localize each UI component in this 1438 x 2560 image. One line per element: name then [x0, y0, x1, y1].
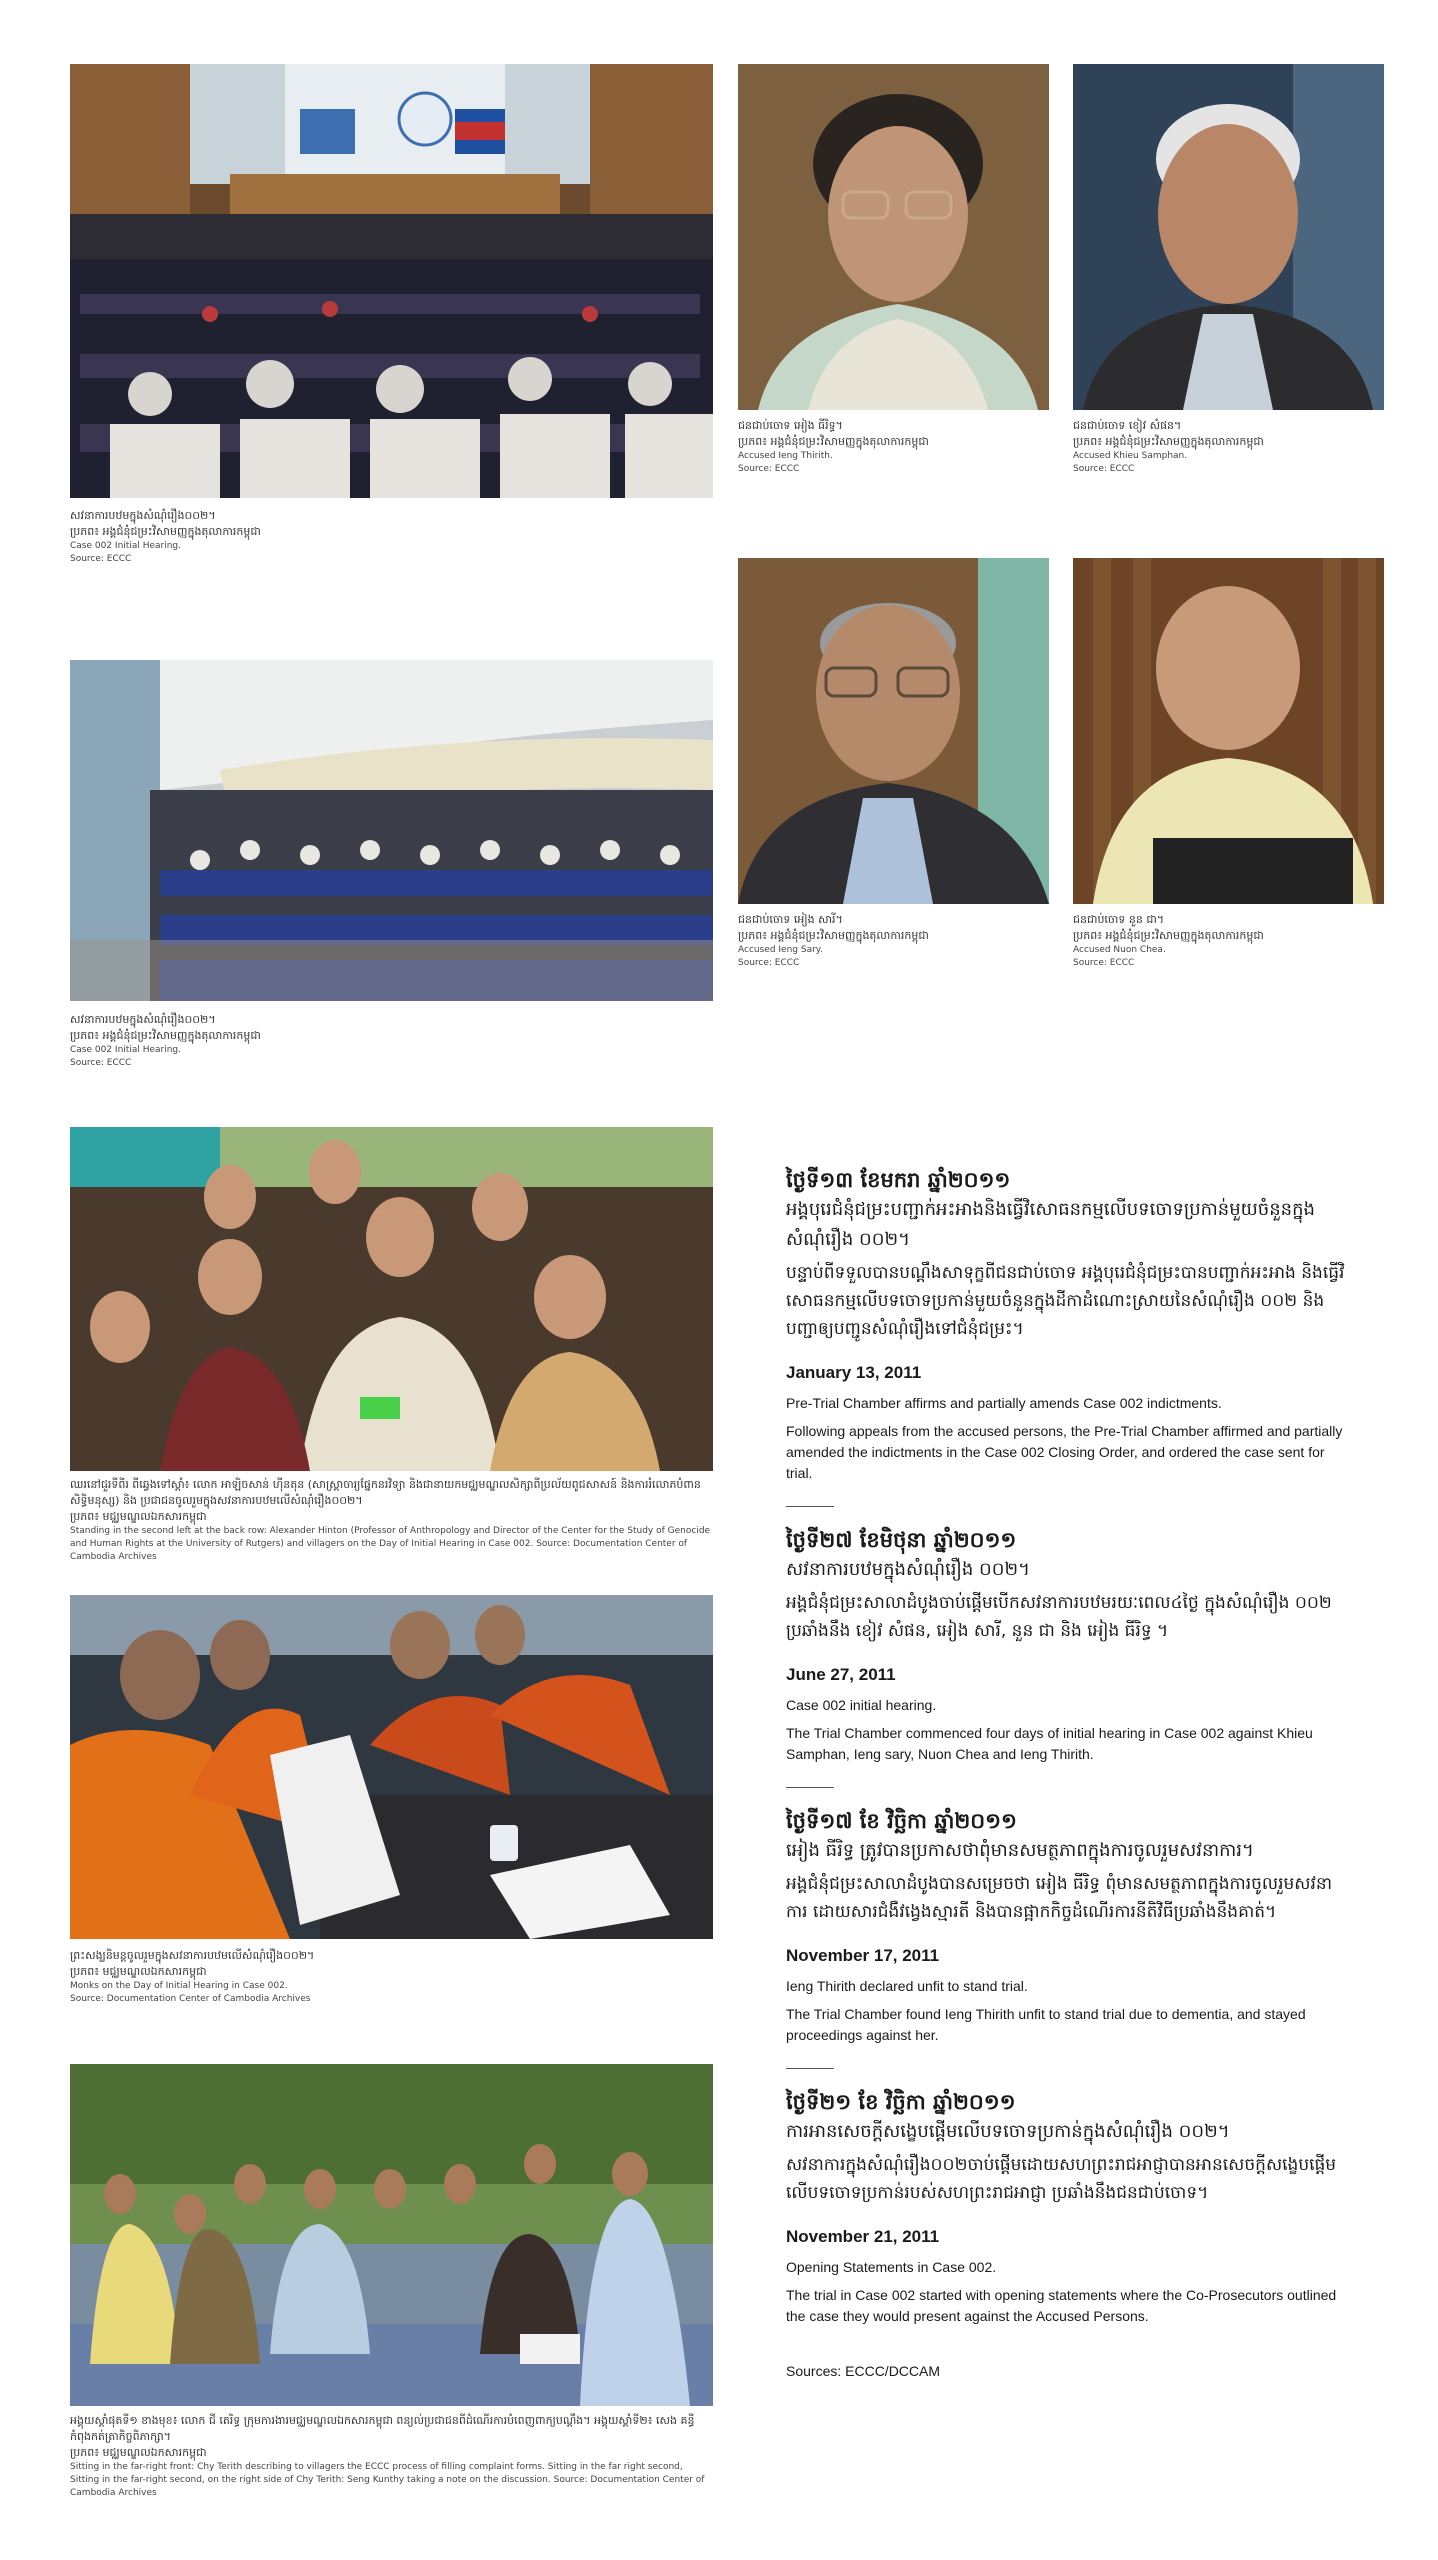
- entry-body-km: បន្ទាប់ពីទទួលបានបណ្តឹងសាទុក្ខពីជនជាប់ចោទ អង្គបុរេជំនុំជម្រះបានបញ្ជាក់អះអាង និងធ្វើវិសោធនកម្មលើបទចោទប្រកាន់មួយចំនួនក្នុងដីកាដំណោះស្រាយនៃសំណុំរឿង ០០២ និងបញ្ជាឲ្យបញ្ជូនសំណុំរឿងទៅជំនុំជម្រះ។: [786, 1263, 1345, 1339]
- entry-body-en: Following appeals from the accused persons, the Pre-Trial Chamber affirmed and partially amended the indictments in the Case 002 Closing Order, and ordered the case sent for trial.: [786, 1423, 1343, 1481]
- caption-ieng-thirith-en: Accused Ieng Thirith. Source: ECCC: [738, 451, 833, 474]
- photo-khieu-samphan: [1073, 64, 1384, 410]
- caption-village-forum: [70, 2413, 713, 2500]
- caption-village-forum-km: អង្គុយស្តាំផុតទី១ ខាងមុខ៖ លោក ជី តេរិទ្ធ ក្រុមការងារមជ្ឈមណ្ឌលឯកសារកម្ពុជា ពន្យល់ប្រជាជនពីដំណើរការបំពេញពាក្យបណ្តឹង។ អង្គុយស្តាំទី២៖ សេង គន្ធី កំពុងកត់ត្រាកិច្ចពិភាក្សា។ ប្រភព៖ មជ្ឈមណ្ឌលឯកសារកម្ពុជា: [70, 2414, 695, 2459]
- timeline-entry: [786, 2087, 1346, 2327]
- entry-body-en: The Trial Chamber found Ieng Thirith unfit to stand trial due to dementia, and stayed proceedings against her.: [786, 2006, 1306, 2043]
- entry-date-km: ថ្ងៃទី២៧ ខែមិថុនា ឆ្នាំ២០១១: [786, 1528, 1017, 1552]
- entry-date-en: November 21, 2011: [786, 2227, 940, 2246]
- photo-village-forum: [70, 2064, 713, 2406]
- caption-villagers-km: ឈរនៅជួរទីពីរ ពីឆ្វេងទៅស្តាំ៖ លោក អាឡិចសាន់ ហ៊ីនតុន (សាស្ត្រាចារ្យផ្នែកនរវិទ្យា និងជានាយកមជ្ឈមណ្ឌលសិក្សាពីប្រល័យពូជសាសន៍ និងការរំលោភបំពានសិទ្ធិមនុស្ស) និង ប្រជាជនចូលរួមក្នុងសវនាការបឋមលើសំណុំរឿង០០២។ ប្រភព៖ មជ្ឈមណ្ឌលឯកសារកម្ពុជា: [70, 1478, 701, 1523]
- entry-title-km: អៀង ធីរិទ្ធ ត្រូវបានប្រកាសថាពុំមានសមត្ថភាពក្នុងការចូលរួមសវនាការ។: [786, 1840, 1254, 1861]
- entry-body-en: The Trial Chamber commenced four days of initial hearing in Case 002 against Khieu Samphan, Ieng sary, Nuon Chea and Ieng Thirith.: [786, 1725, 1313, 1762]
- caption-public-gallery-en: Case 002 Initial Hearing. Source: ECCC: [70, 1045, 181, 1068]
- entry-title-km: ការអានសេចក្តីសង្ខេបផ្តើមលើបទចោទប្រកាន់ក្នុងសំណុំរឿង ០០២។: [786, 2121, 1230, 2142]
- caption-hearing-room: [70, 508, 713, 566]
- entry-body-km: សវនាការក្នុងសំណុំរឿង០០២ចាប់ផ្តើមដោយសហព្រះរាជអាជ្ញាបានអានសេចក្តីសង្ខេបផ្តើម លើបទចោទប្រកាន់របស់សហព្រះរាជអាជ្ញា ប្រឆាំងនឹងជនជាប់ចោទ។: [786, 2155, 1337, 2203]
- entry-date-km: ថ្ងៃទី១៣ ខែមករា ឆ្នាំ២០១១: [786, 1168, 1011, 1192]
- timeline: [786, 1165, 1346, 2379]
- caption-village-forum-en: Sitting in the far-right front: Chy Terith describing to villagers the ECCC process of filling complaint forms. Sitting in the far right second, Sitting in the far-right second, on the right side of Chy Terith: Seng Kunthy taking a note on the discussion. Source: Documentation Center of Cambodia Archives: [70, 2462, 705, 2498]
- photo-ieng-sary: [738, 558, 1049, 904]
- entry-date-en: November 17, 2011: [786, 1946, 940, 1965]
- caption-villagers-en: Standing in the second left at the back row: Alexander Hinton (Professor of Anthropology and Director of the Center for the Study of Genocide and Human Rights at the University of Rutgers) and villagers on the Day of Initial Hearing in Case 002. Source: Documentation Center of Cambodia Archives: [70, 1526, 711, 1562]
- caption-ieng-sary-km: ជនជាប់ចោទ អៀង សារី។ ប្រភព៖ អង្គជំនុំជម្រះវិសាមញ្ញក្នុងតុលាការកម្ពុជា: [738, 913, 929, 942]
- caption-ieng-thirith: [738, 418, 1049, 476]
- timeline-entry: [786, 1525, 1346, 1765]
- caption-khieu-samphan: [1073, 418, 1384, 476]
- entry-body-en: The trial in Case 002 started with opening statements where the Co-Prosecutors outlined the case they would present against the Accused Persons.: [786, 2287, 1337, 2324]
- caption-hearing-room-en: Case 002 Initial Hearing. Source: ECCC: [70, 541, 181, 564]
- caption-nuon-chea-km: ជនជាប់ចោទ នួន ជា។ ប្រភព៖ អង្គជំនុំជម្រះវិសាមញ្ញក្នុងតុលាការកម្ពុជា: [1073, 913, 1264, 942]
- photo-public-gallery: [70, 660, 713, 1001]
- divider: [786, 1506, 834, 1507]
- sources-note: Sources: ECCC/DCCAM: [786, 2363, 941, 2379]
- entry-title-km: អង្គបុរេជំនុំជម្រះបញ្ជាក់អះអាងនិងធ្វើវិសោធនកម្មលើបទចោទប្រកាន់មួយចំនួនក្នុងសំណុំរឿង ០០២។: [786, 1199, 1315, 1250]
- divider: [786, 1787, 834, 1788]
- entry-title-en: Case 002 initial hearing.: [786, 1697, 937, 1713]
- entry-date-en: June 27, 2011: [786, 1665, 896, 1684]
- divider: [786, 2068, 834, 2069]
- entry-date-en: January 13, 2011: [786, 1363, 922, 1382]
- photo-nuon-chea: [1073, 558, 1384, 904]
- entry-title-km: សវនាការបឋមក្នុងសំណុំរឿង ០០២។: [786, 1559, 1030, 1580]
- caption-ieng-thirith-km: ជនជាប់ចោទ អៀង ធីរិទ្ធ។ ប្រភព៖ អង្គជំនុំជម្រះវិសាមញ្ញក្នុងតុលាការកម្ពុជា: [738, 419, 929, 448]
- caption-ieng-sary: [738, 912, 1049, 970]
- caption-villagers: [70, 1477, 713, 1564]
- caption-nuon-chea-en: Accused Nuon Chea. Source: ECCC: [1073, 945, 1166, 968]
- timeline-entry: [786, 1806, 1346, 2046]
- entry-date-km: ថ្ងៃទី២១ ខែ វិច្ឆិកា ឆ្នាំ២០១១: [786, 2090, 1016, 2114]
- caption-monks: [70, 1948, 713, 2006]
- entry-title-en: Ieng Thirith declared unfit to stand trial.: [786, 1978, 1028, 1994]
- caption-nuon-chea: [1073, 912, 1384, 970]
- caption-khieu-samphan-en: Accused Khieu Samphan. Source: ECCC: [1073, 451, 1188, 474]
- timeline-entry: [786, 1165, 1346, 1484]
- entry-title-en: Opening Statements in Case 002.: [786, 2259, 997, 2275]
- caption-monks-km: ព្រះសង្ឃនិមន្តចូលរួមក្នុងសវនាការបឋមលើសំណុំរឿង០០២។ ប្រភព៖ មជ្ឈមណ្ឌលឯកសារកម្ពុជា: [70, 1949, 315, 1978]
- caption-hearing-room-km: សវនាការបឋមក្នុងសំណុំរឿង០០២។ ប្រភព៖ អង្គជំនុំជម្រះវិសាមញ្ញក្នុងតុលាការកម្ពុជា: [70, 509, 261, 538]
- photo-villagers: [70, 1127, 713, 1471]
- caption-monks-en: Monks on the Day of Initial Hearing in Case 002. Source: Documentation Center of Cambodia Archives: [70, 1981, 311, 2004]
- caption-public-gallery-km: សវនាការបឋមក្នុងសំណុំរឿង០០២។ ប្រភព៖ អង្គជំនុំជម្រះវិសាមញ្ញក្នុងតុលាការកម្ពុជា: [70, 1013, 261, 1042]
- photo-ieng-thirith: [738, 64, 1049, 410]
- entry-title-en: Pre-Trial Chamber affirms and partially amends Case 002 indictments.: [786, 1395, 1222, 1411]
- entry-date-km: ថ្ងៃទី១៧ ខែ វិច្ឆិកា ឆ្នាំ២០១១: [786, 1809, 1017, 1833]
- caption-khieu-samphan-km: ជនជាប់ចោទ ខៀវ សំផន។ ប្រភព៖ អង្គជំនុំជម្រះវិសាមញ្ញក្នុងតុលាការកម្ពុជា: [1073, 419, 1264, 448]
- caption-ieng-sary-en: Accused Ieng Sary. Source: ECCC: [738, 945, 823, 968]
- photo-hearing-room: [70, 64, 713, 498]
- caption-public-gallery: [70, 1012, 713, 1070]
- entry-body-km: អង្គជំនុំជម្រះសាលាដំបូងបានសម្រេចថា អៀង ធីរិទ្ធ ពុំមានសមត្ថភាពក្នុងការចូលរួមសវនាការ ដោយសារជំងឺវង្វេងស្មារតី និងបានផ្អាកកិច្ចដំណើរការនីតិវិធីប្រឆាំងនឹងគាត់។: [786, 1874, 1333, 1922]
- photo-monks: [70, 1595, 713, 1939]
- entry-body-km: អង្គជំនុំជម្រះសាលាដំបូងចាប់ផ្តើមបើកសវនាការបឋមរយៈពេល៤ថ្ងៃ ក្នុងសំណុំរឿង ០០២ ប្រឆាំងនឹង ខៀវ សំផន, អៀង សារី, នួន ជា និង អៀង ធីរិទ្ធ ។: [786, 1593, 1332, 1641]
